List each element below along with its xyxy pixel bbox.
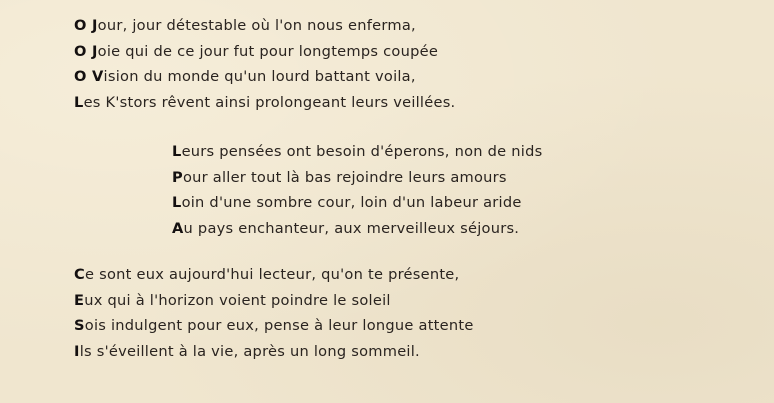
stanza-2 <box>172 139 542 241</box>
acrostic-initial: I <box>74 342 80 360</box>
line-text: oin d'une sombre cour, loin d'un labeur aride <box>181 194 522 211</box>
line-text: ls s'éveillent à la vie, après un long sommeil. <box>79 342 420 360</box>
line-text: ux qui à l'horizon voient poindre le soleil <box>84 291 391 309</box>
poem-line <box>74 13 455 39</box>
stanza-1 <box>74 13 455 115</box>
acrostic-initial: O J <box>74 42 98 60</box>
acrostic-initial: C <box>74 266 85 283</box>
line-text: u pays enchanteur, aux merveilleux séjours. <box>183 219 520 237</box>
acrostic-initial: A <box>172 219 184 237</box>
line-text: our, jour détestable où l'on nous enferma, <box>97 17 416 34</box>
poem-line <box>172 190 542 216</box>
line-text: e sont eux aujourd'hui lecteur, qu'on te présente, <box>84 266 460 283</box>
poem-line <box>74 339 474 365</box>
line-text: our aller tout là bas rejoindre leurs amours <box>182 168 507 186</box>
acrostic-initial: P <box>172 168 183 186</box>
acrostic-initial: E <box>74 291 85 309</box>
poem-line <box>74 313 474 339</box>
acrostic-initial: L <box>172 143 182 160</box>
poem-line <box>74 39 455 65</box>
acrostic-initial: O V <box>74 68 104 85</box>
acrostic-initial: L <box>74 93 84 111</box>
poem-line <box>172 165 542 191</box>
stanza-3 <box>74 262 474 364</box>
poem-line <box>172 216 542 242</box>
acrostic-initial: S <box>74 317 85 334</box>
poem-line <box>74 262 474 288</box>
line-text: es K'stors rêvent ainsi prolongeant leurs veillées. <box>83 93 456 111</box>
poem-line <box>172 139 542 165</box>
acrostic-initial: O J <box>74 17 98 34</box>
line-text: ision du monde qu'un lourd battant voila, <box>103 68 416 85</box>
poem-line <box>74 288 474 314</box>
poem-line <box>74 64 455 90</box>
line-text: oie qui de ce jour fut pour longtemps coupée <box>97 42 439 60</box>
acrostic-initial: L <box>172 194 182 211</box>
line-text: ois indulgent pour eux, pense à leur longue attente <box>84 317 474 334</box>
poem-line <box>74 90 455 116</box>
line-text: eurs pensées ont besoin d'éperons, non de nids <box>181 143 543 160</box>
